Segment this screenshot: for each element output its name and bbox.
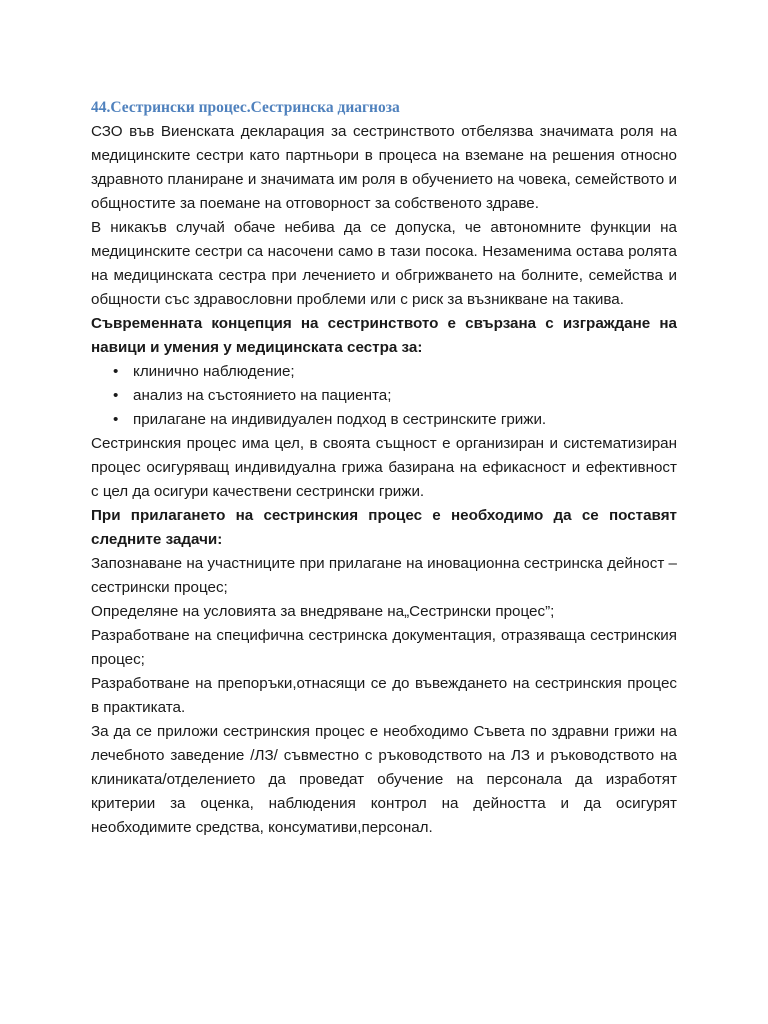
- skills-list: [91, 360, 677, 432]
- list-item: [91, 384, 677, 408]
- document-title: 44.Сестрински процес.Сестринска диагноза: [91, 99, 400, 116]
- paragraph-implementation: За да се приложи сестринския процес е необходимо Съвета по здравни грижи на лечебното заведение /ЛЗ/ съвместно с ръководството на ЛЗ и ръководството на клиниката/отделението да проведат обучение на персонала да изработят критерии за оценка, наблюдения контрол на дейността и да осигурят необходимите средства, консумативи,персонал.: [91, 723, 677, 836]
- paragraph-task-conditions: Определяне на условията за внедряване на„Сестрински процес”;: [91, 603, 555, 620]
- document-page: [91, 96, 677, 840]
- list-item-text: клинично наблюдение;: [133, 363, 295, 380]
- paragraph-autonomous-functions: В никакъв случай обаче небива да се допуска, че автономните функции на медицинските сестри са насочени само в тази посока. Незаменима остава ролята на медицинската сестра при лечението и обгрижването на болните, семейства и общности със здравословни проблеми или с риск за възникване на такива.: [91, 219, 677, 308]
- paragraph-task-recommendations: Разработване на препоръки,отнасящи се до въвеждането на сестринския процес в практиката.: [91, 675, 677, 716]
- list-item: [91, 360, 677, 384]
- bullet-icon: •: [113, 387, 119, 404]
- paragraph-modern-concept: Съвременната концепция на сестринството е свързана с изграждане на навици и умения у медицинската сестра за:: [91, 315, 677, 356]
- paragraph-task-documentation: Разработване на специфична сестринска документация, отразяваща сестринския процес;: [91, 627, 677, 668]
- paragraph-who-declaration: СЗО във Виенската декларация за сестринството отбелязва значимата роля на медицинските сестри като партньори в процеса на вземане на решения относно здравното планиране и значимата им роля в обучението на човека, семейството и общностите за поемане на отговорност за собственото здраве.: [91, 123, 677, 212]
- list-item-text: прилагане на индивидуален подход в сестринските грижи.: [133, 411, 547, 428]
- list-item-text: анализ на състоянието на пациента;: [133, 387, 392, 404]
- bullet-icon: •: [113, 411, 119, 428]
- paragraph-task-familiarization: Запознаване на участниците при прилагане на иновационна сестринска дейност – сестрински процес;: [91, 555, 677, 596]
- paragraph-tasks-heading: При прилагането на сестринския процес е необходимо да се поставят следните задачи:: [91, 507, 677, 548]
- bullet-icon: •: [113, 363, 119, 380]
- paragraph-process-goal: Сестринския процес има цел, в своята същност е организиран и систематизиран процес осигуряващ индивидуална грижа базирана на ефикасност и ефективност с цел да осигури качествени сестрински грижи.: [91, 435, 677, 500]
- list-item: [91, 408, 677, 432]
